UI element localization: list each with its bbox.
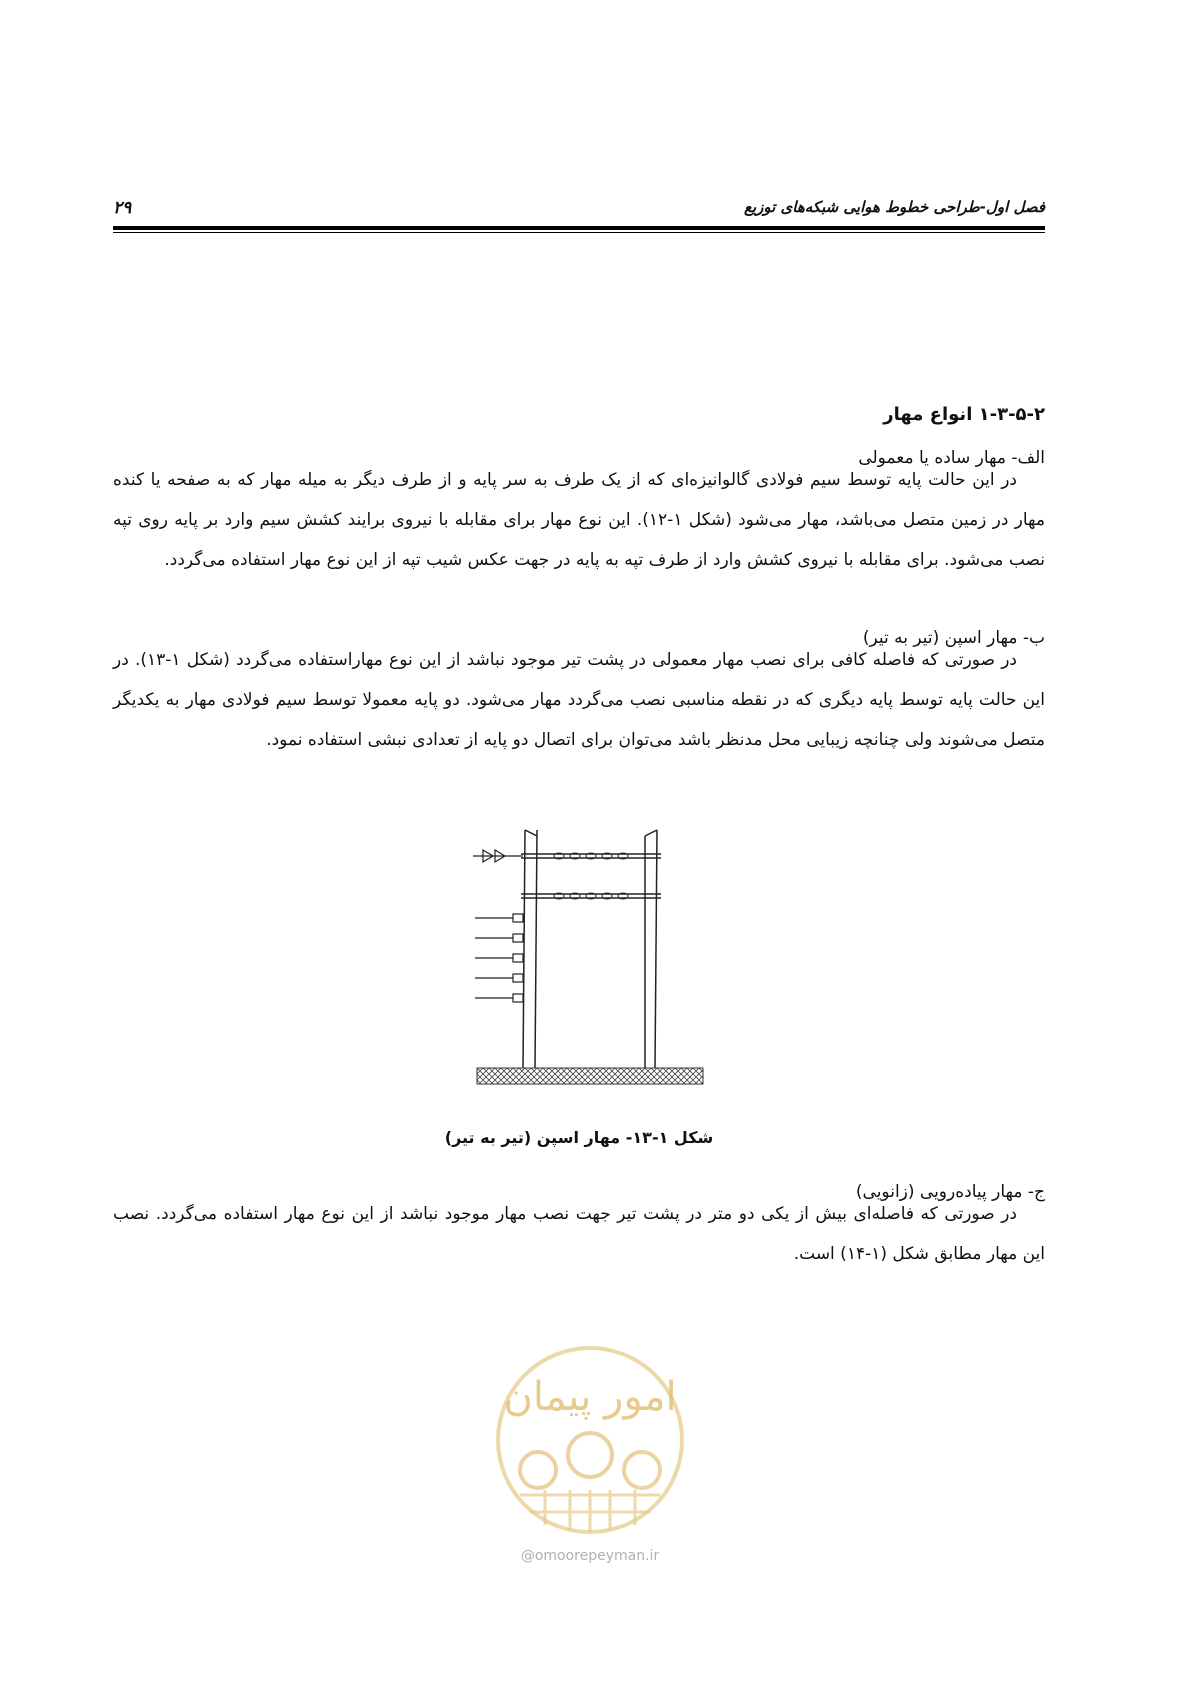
crossarms (521, 854, 661, 898)
item-c-paragraph: در صورتی که فاصله‌ای بیش از یکی دو متر در پشت تیر جهت نصب مهار موجود نباشد از این نوع مهار استفاده می‌گردد. نصب این مهار مطابق شکل (۱-۱۴) است. (113, 1204, 1045, 1264)
watermark-logo (490, 1340, 690, 1570)
span-guy-figure (465, 822, 725, 1092)
left-pole (523, 830, 537, 1068)
page-header (113, 198, 1045, 224)
item-b-paragraph: در صورتی که فاصله کافی برای نصب مهار معمولی در پشت تیر موجود نباشد از این نوع مهاراستفاده می‌گردد (شکل ۱-۱۳). در این حالت پایه توسط پایه دیگری که در نقطه مناسبی نصب می‌گردد مهار می‌شود. دو پایه معمولا توسط سیم فولادی مهار به یکدیگر متصل می‌شوند ولی چنانچه زیبایی محل مدنظر باشد می‌توان برای اتصال دو پایه از تعدادی نبشی استفاده نمود. (113, 650, 1045, 750)
right-pole (645, 830, 657, 1068)
watermark-site: @omoorepeyman.ir (520, 1548, 660, 1564)
chapter-title: فصل اول-طراحی خطوط هوایی شبکه‌های توزیع (743, 198, 1045, 216)
section-heading: ۱-۳-۵-۲ انواع مهار (883, 404, 1045, 425)
header-rule-thin (113, 232, 1045, 233)
page-number: ۲۹ (113, 198, 132, 218)
item-b-title: ب- مهار اسپن (تیر به تیر) (862, 628, 1045, 648)
item-a-paragraph: در این حالت پایه توسط سیم فولادی گالوانیزه‌ای که از یک طرف به سر پایه و از طرف دیگر به میله مهار که به صفحه یا کنده مهار در زمین متصل می‌باشد، مهار می‌شود (شکل ۱-۱۲). این نوع مهار برای مقابله با نیروی برایند کشش سیم وارد بر پایه روی تپه نصب می‌شود. برای مقابله با نیروی کشش وارد از طرف تپه به پایه در جهت عکس شیب تپه از این نوع مهار استفاده می‌گردد. (113, 470, 1046, 570)
item-c-title: ج- مهار پیاده‌رویی (زانویی) (855, 1182, 1045, 1202)
item-a-title: الف- مهار ساده یا معمولی (858, 448, 1045, 468)
grid-icon (520, 1490, 660, 1532)
lateral-brackets (475, 914, 523, 1002)
dead-end-insulators (473, 850, 523, 862)
watermark-logo-text: امور پیمان (503, 1374, 677, 1420)
figure-caption: شکل ۱-۱۳- مهار اسپن (تیر به تیر) (444, 1128, 714, 1147)
span-guy-insulators (554, 853, 628, 899)
header-rule-thick (113, 226, 1045, 230)
ground-hatch (477, 1068, 703, 1084)
gear-icon (520, 1433, 660, 1488)
